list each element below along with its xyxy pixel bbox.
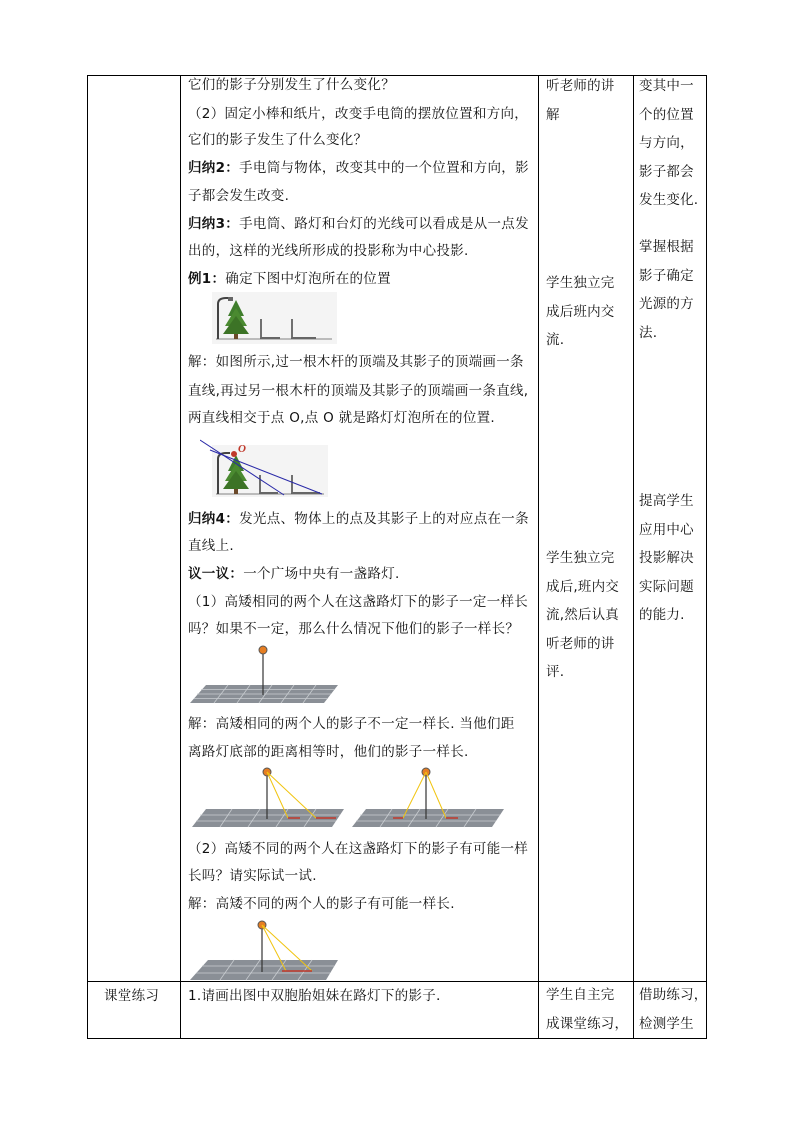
text-line: 它们的影子分别发生了什么变化？ — [188, 77, 395, 93]
text-line: 解：高矮不同的两个人的影子有可能一样长. — [188, 896, 455, 912]
intent-line: 变其中一 — [639, 78, 694, 94]
student-line: 成课堂练习， — [546, 1015, 629, 1032]
text-line: （2）高矮不同的两个人在这盏路灯下的影子有可能一样 — [188, 841, 529, 857]
point-o-label: O — [238, 443, 246, 455]
intent-line: 影子确定 — [639, 267, 694, 284]
student-activity-2 — [546, 269, 615, 355]
summary-label: 归纳4： — [188, 511, 240, 527]
summary-label: 归纳2： — [188, 160, 240, 176]
practice-intent — [639, 981, 708, 1038]
student-activity-1 — [546, 72, 615, 129]
design-intent-2 — [639, 233, 694, 347]
discussion-text: 一个广场中央有一盏路灯. — [243, 566, 400, 582]
practice-task: 1.请画出图中双胞胎姐妹在路灯下的影子． — [188, 988, 450, 1004]
text-line: 出的，这样的光线所形成的投影称为中心投影. — [188, 243, 469, 259]
text-line: 离路灯底部的距离相等时，他们的影子一样长. — [188, 744, 469, 760]
figure-different-heights — [186, 918, 346, 982]
intent-line: 光源的方 — [639, 296, 694, 313]
discussion-label: 议一议： — [188, 566, 244, 582]
text-line: 直线上. — [188, 538, 234, 554]
figure-lamp-grid — [186, 643, 342, 705]
figure-lamp-tree — [212, 292, 337, 344]
text-line: 解：高矮相同的两个人的影子不一定一样长. 当他们距 — [188, 716, 515, 732]
intent-line: 法. — [639, 324, 658, 341]
intent-line: 检测学生 — [639, 1015, 694, 1032]
student-line: 听老师的讲 — [546, 635, 615, 652]
summary-text: 手电筒与物体，改变其中的一个位置和方向，影 — [239, 160, 529, 176]
text-line: 子都会发生改变. — [188, 188, 290, 204]
practice-student — [546, 981, 628, 1038]
student-activity-3 — [546, 544, 619, 687]
intent-line: 应用中心 — [639, 521, 694, 538]
student-line: 成后,班内交 — [546, 578, 619, 595]
student-line: 学生自主完 — [546, 987, 615, 1003]
intent-line: 投影解决 — [639, 550, 694, 567]
student-line: 评. — [546, 664, 565, 681]
figure-solution-lines — [200, 437, 330, 499]
intent-line: 实际问题 — [639, 578, 694, 595]
student-line: 学生独立完 — [546, 550, 615, 566]
text-line: 解：如图所示,过一根木杆的顶端及其影子的顶端画一条 — [188, 354, 524, 370]
figure-equal-shadows — [188, 765, 508, 833]
column-divider-2 — [538, 75, 539, 1038]
text-line: （1）高矮相同的两个人在这盏路灯下的影子一定一样长 — [188, 594, 529, 610]
student-line: 流,然后认真 — [546, 607, 619, 624]
text-line: 两直线相交于点 O,点 O 就是路灯灯泡所在的位置. — [188, 410, 496, 426]
summary-label: 归纳3： — [188, 216, 240, 232]
example-1 — [188, 270, 391, 288]
summary-2 — [188, 159, 529, 177]
intent-line: 的能力. — [639, 607, 685, 624]
text-line: （2）固定小棒和纸片，改变手电筒的摆放位置和方向， — [188, 106, 529, 122]
intent-line: 掌握根据 — [639, 239, 694, 255]
intent-line: 个的位置 — [639, 106, 694, 123]
intent-line: 借助练习， — [639, 987, 708, 1003]
column-divider-1 — [180, 75, 181, 1038]
design-intent-3 — [639, 487, 694, 630]
design-intent-1 — [639, 72, 698, 215]
student-line: 听老师的讲 — [546, 78, 615, 94]
text-line: 吗？如果不一定，那么什么情况下他们的影子一样长？ — [188, 621, 520, 637]
student-line: 成后班内交 — [546, 303, 615, 320]
example-label: 例1： — [188, 271, 226, 287]
text-line: 直线,再过另一根木杆的顶端及其影子的顶端画一条直线, — [188, 383, 529, 399]
intent-line: 与方向， — [639, 135, 694, 152]
column-divider-3 — [633, 75, 634, 1038]
summary-3 — [188, 215, 529, 233]
intent-line: 提高学生 — [639, 493, 694, 509]
text-line: 它们的影子发生了什么变化？ — [188, 132, 368, 148]
summary-text: 发光点、物体上的点及其影子上的对应点在一条 — [239, 511, 529, 527]
example-text: 确定下图中灯泡所在的位置 — [225, 271, 391, 287]
student-line: 流. — [546, 332, 565, 349]
summary-4 — [188, 510, 529, 528]
summary-text: 手电筒、路灯和台灯的光线可以看成是从一点发 — [239, 216, 529, 232]
table-border-right — [706, 75, 707, 1038]
discussion — [188, 565, 400, 583]
student-line: 学生独立完 — [546, 275, 615, 291]
section-label-practice: 课堂练习 — [104, 988, 160, 1004]
intent-line: 影子都会 — [639, 163, 694, 180]
text-line: 长吗？请实际试一试. — [188, 868, 317, 884]
intent-line: 发生变化. — [639, 192, 699, 209]
table-border-left — [87, 75, 88, 1038]
student-line: 解 — [546, 106, 560, 123]
